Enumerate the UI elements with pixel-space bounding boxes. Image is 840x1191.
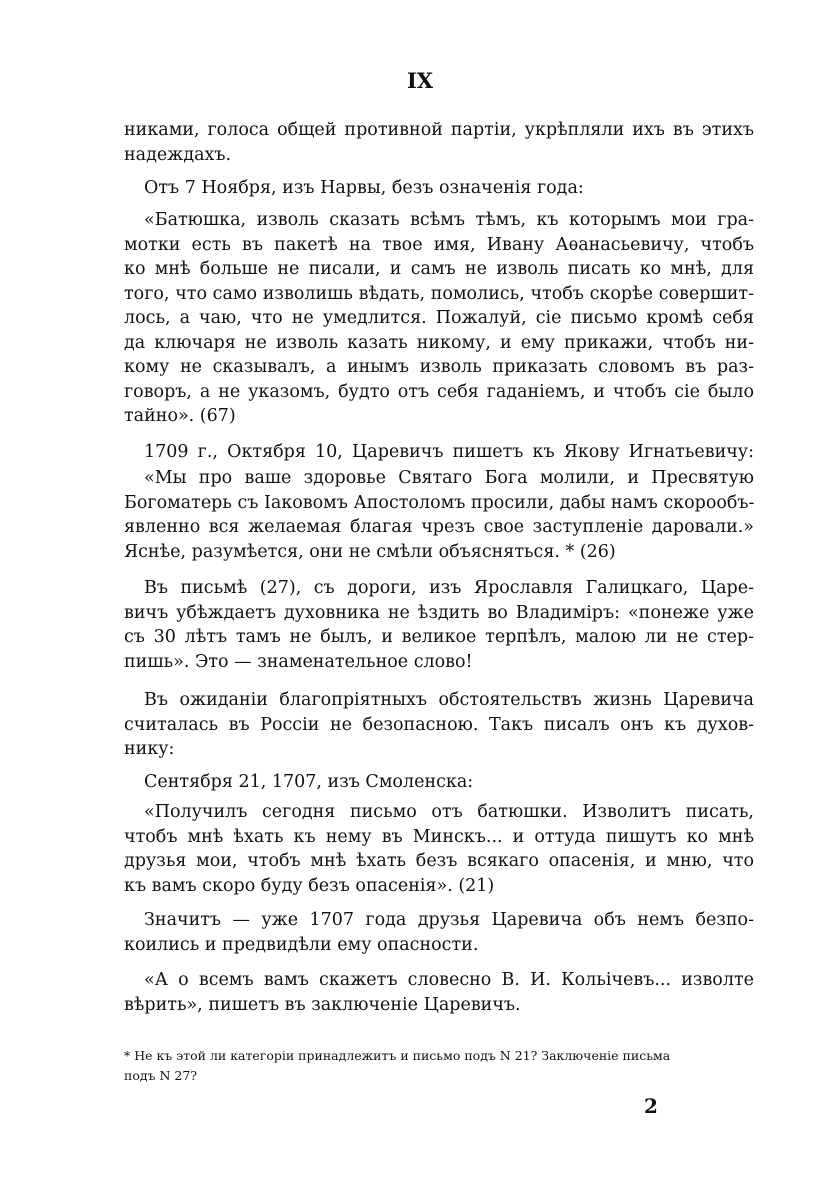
- text-line: да ключаря не изволь казать никому, и ему прикажи, чтобъ ни-: [124, 332, 754, 353]
- text-line: никами, голоса общей противной партіи, укрѣпляли ихъ въ этихъ: [124, 120, 754, 140]
- text-line: «Батюшка, изволь сказать всѣмъ тѣмъ, къ которымъ мои гра-: [144, 210, 754, 230]
- text-line: явленно вся желаемая благая чрезъ свое заступленіе даровали.»: [124, 517, 754, 537]
- footnote: [124, 1046, 764, 1086]
- paragraph-date-1707: [124, 770, 754, 795]
- text-line: вѣрить», пишетъ въ заключеніе Царевичъ.: [124, 994, 521, 1015]
- page-footer-number: 2: [644, 1094, 658, 1118]
- text-line: съ 30 лѣтъ тамъ не былъ, и великое терпѣлъ, малою ли не стер-: [124, 627, 754, 647]
- text-line: тайно». (67): [124, 406, 236, 426]
- text-line: Значитъ — уже 1707 года друзья Царевича объ немъ безпо-: [144, 910, 754, 930]
- text-line: Сентября 21, 1707, изъ Смоленска:: [144, 772, 474, 792]
- paragraph-conclusion: [124, 908, 754, 957]
- paragraph-date-narva: [124, 176, 754, 201]
- text-line: того, что само изволишь вѣдать, помолись, чтобъ скорѣе совершит-: [124, 283, 754, 304]
- footnote-line: * Не къ этой ли категоріи принадлежитъ и письмо подъ N 21? Заключеніе письма: [124, 1048, 671, 1063]
- text-line: вичъ убѣждаетъ духовника не ѣздить во Владиміръ: «понеже уже: [124, 602, 754, 623]
- text-line: друзья мои, чтобъ мнѣ ѣхать безъ всякаго опасенія, и мню, что: [124, 851, 754, 871]
- text-line: надеждахъ.: [124, 144, 232, 165]
- text-line: Въ письмѣ (27), съ дороги, изъ Ярославля Галицкаго, Царе-: [144, 578, 754, 598]
- text-line: Отъ 7 Ноября, изъ Нарвы, безъ означенія года:: [144, 178, 584, 198]
- text-line: нику:: [124, 739, 175, 759]
- text-line: къ вамъ скоро буду безъ опасенія». (21): [124, 875, 495, 896]
- page-header-number: IX: [406, 68, 434, 93]
- text-line: лось, а чаю, что не умедлится. Пожалуй, сіе письмо кромѣ себя: [124, 308, 754, 328]
- paragraph-continuation: [124, 118, 754, 167]
- text-line: Въ ожиданіи благопріятныхъ обстоятельствъ жизнь Царевича: [144, 690, 754, 710]
- text-line: Богоматерь съ Іаковомъ Апостоломъ просили, дабы намъ скорообъ-: [124, 492, 755, 513]
- text-line: «Мы про ваше здоровье Святаго Бога молили, и Пресвятую: [144, 468, 754, 488]
- text-line: кому не сказывалъ, а инымъ изволь приказать словомъ въ раз-: [124, 357, 754, 377]
- paragraph-safety: [124, 688, 754, 762]
- text-line: коились и предвидѣли ему опасности.: [124, 934, 479, 955]
- paragraph-letter-quote-2: [124, 466, 754, 564]
- text-line: «А о всемъ вамъ скажетъ словесно В. И. Кольічевъ... изволте: [144, 970, 754, 990]
- text-line: считалась въ Россіи не безопасною. Такъ писалъ онъ къ духов-: [124, 714, 754, 735]
- text-line: чтобъ мнѣ ѣхать къ нему въ Минскъ... и оттуда пишутъ ко мнѣ: [124, 826, 754, 847]
- paragraph-letter-quote: [124, 208, 754, 429]
- paragraph-letter-quote-3: [124, 800, 754, 898]
- text-line: 1709 г., Октября 10, Царевичъ пишетъ къ Якову Игнатьевичу:: [144, 442, 754, 462]
- paragraph-closing: [124, 968, 754, 1017]
- text-line: мотки есть въ пакетѣ на твое имя, Ивану Аѳанасьевичу, чтобъ: [124, 234, 754, 255]
- text-line: пишь». Это — знаменательное слово!: [124, 651, 473, 672]
- footnote-line: подъ N 27?: [124, 1068, 197, 1083]
- text-line: Яснѣе, разумѣется, они не смѣли объясняться. * (26): [124, 541, 616, 562]
- paragraph-letter-27: [124, 576, 754, 674]
- paragraph-date-1709: [124, 440, 754, 465]
- text-line: говоръ, а не указомъ, будто отъ себя гаданіемъ, и чтобъ сіе было: [124, 381, 754, 402]
- text-line: ко мнѣ больше не писали, и самъ не изволь писать ко мнѣ, для: [124, 259, 754, 279]
- text-line: «Получилъ сегодня письмо отъ батюшки. Изволитъ писать,: [144, 802, 754, 822]
